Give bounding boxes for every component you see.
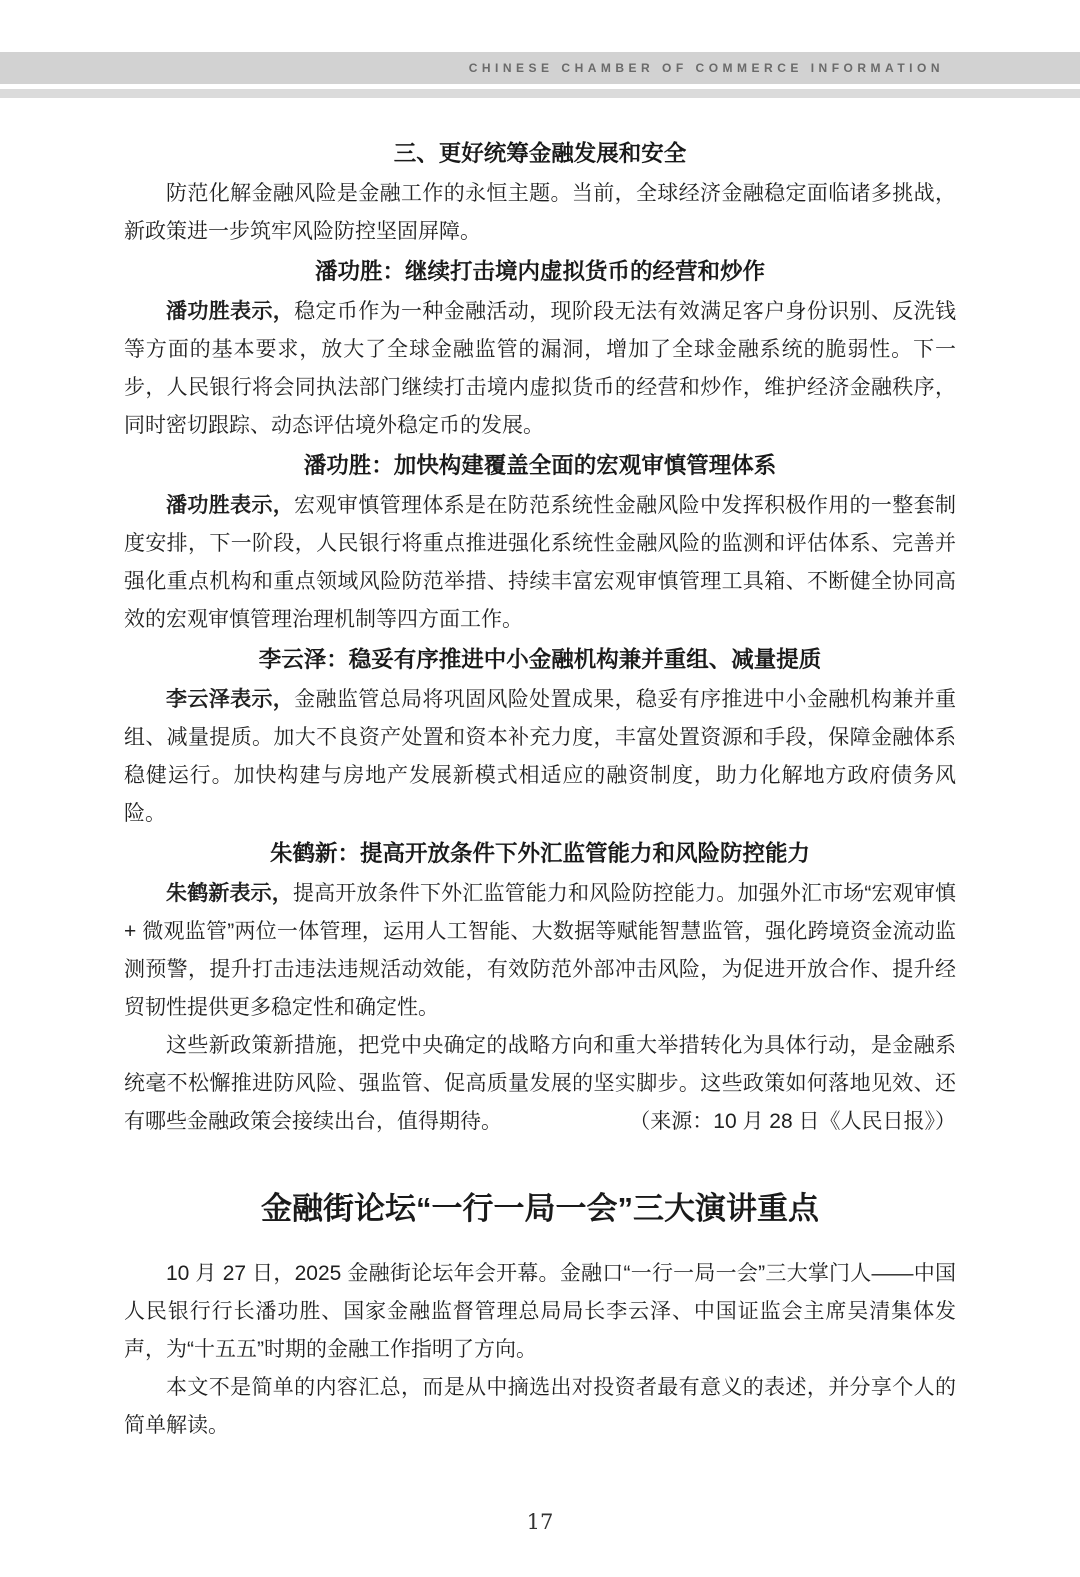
forum-paragraph-opening: 10 月 27 日，2025 金融街论坛年会开幕。金融口“一行一局一会”三大掌门人——中国人民银行行长潘功胜、国家金融监督管理总局局长李云泽、中国证监会主席吴清集体发声，为“十五五”时期的金融工作指明了方向。 <box>124 1262 956 1361</box>
section-paragraph-pan-macroprudential <box>124 487 956 639</box>
article1-title: 三、更好统筹金融发展和安全 <box>393 141 687 166</box>
source-attribution: （来源：10 月 28 日《人民日报》） <box>629 1110 956 1133</box>
speaker-name: 朱鹤新表示， <box>166 882 293 905</box>
page-number: 17 <box>526 1510 554 1534</box>
intro-paragraph: 防范化解金融风险是金融工作的永恒主题。当前，全球经济金融稳定面临诸多挑战，新政策进一步筑牢风险防控坚固屏障。 <box>124 182 956 243</box>
header-banner-bar <box>0 52 1080 84</box>
forum-paragraph-note: 本文不是简单的内容汇总，而是从中摘选出对投资者最有意义的表述，并分享个人的简单解读。 <box>124 1376 956 1437</box>
article-forum-speeches <box>124 1187 956 1445</box>
closing-paragraph <box>124 1027 956 1141</box>
section-body-text: 宏观审慎管理体系是在防范系统性金融风险中发挥积极作用的一整套制度安排，下一阶段，人民银行将重点推进强化系统性金融风险的监测和评估体系、完善并强化重点机构和重点领域风险防范举措、持续丰富宏观审慎管理工具箱、不断健全协同高效的宏观审慎管理治理机制等四方面工作。 <box>124 494 957 631</box>
section-heading-pan-crypto: 潘功胜：继续打击境内虚拟货币的经营和炒作 <box>314 259 765 284</box>
section-paragraph-li-consolidation <box>124 681 956 833</box>
document-body <box>0 134 1080 1445</box>
section-body-text: 稳定币作为一种金融活动，现阶段无法有效满足客户身份识别、反洗钱等方面的基本要求，放大了全球金融监管的漏洞，增加了全球金融系统的脆弱性。下一步，人民银行将会同执法部门继续打击境内虚拟货币的经营和炒作，维护经济金融秩序，同时密切跟踪、动态评估境外稳定币的发展。 <box>124 300 957 437</box>
section-heading-li-consolidation: 李云泽：稳妥有序推进中小金融机构兼并重组、减量提质 <box>258 647 822 672</box>
article-financial-security <box>124 134 956 1141</box>
section-body-text: 金融监管总局将巩固风险处置成果，稳妥有序推进中小金融机构兼并重组、减量提质。加大不良资产处置和资本补充力度，丰富处置资源和手段，保障金融体系稳健运行。加快构建与房地产发展新模式相适应的融资制度，助力化解地方政府债务风险。 <box>124 688 957 825</box>
section-heading-pan-macroprudential: 潘功胜：加快构建覆盖全面的宏观审慎管理体系 <box>303 453 777 478</box>
section-heading-zhu-forex: 朱鹤新：提高开放条件下外汇监管能力和风险防控能力 <box>269 841 810 866</box>
closing-text: 这些新政策新措施，把党中央确定的战略方向和重大举措转化为具体行动，是金融系统毫不松懈推进防风险、强监管、促高质量发展的坚实脚步。这些政策如何落地见效、还有哪些金融政策会接续出台，值得期待。 <box>124 1034 956 1133</box>
header-banner-title: CHINESE CHAMBER OF COMMERCE INFORMATION <box>468 61 944 75</box>
page-header <box>0 52 1080 98</box>
speaker-name: 李云泽表示， <box>166 688 295 711</box>
section-paragraph-zhu-forex <box>124 875 956 1027</box>
section-body-text: 提高开放条件下外汇监管能力和风险防控能力。加强外汇市场“宏观审慎 + 微观监管”两位一体管理，运用人工智能、大数据等赋能智慧监管，强化跨境资金流动监测预警，提升打击违法违规活动效能，有效防范外部冲击风险，为促进开放合作、提升经贸韧性提供更多稳定性和确定性。 <box>124 882 957 1019</box>
speaker-name: 潘功胜表示， <box>166 300 295 323</box>
section-paragraph-pan-crypto <box>124 293 956 445</box>
article2-title: 金融街论坛“一行一局一会”三大演讲重点 <box>261 1191 819 1226</box>
speaker-name: 潘功胜表示， <box>166 494 295 517</box>
header-divider-bar <box>0 89 1080 98</box>
